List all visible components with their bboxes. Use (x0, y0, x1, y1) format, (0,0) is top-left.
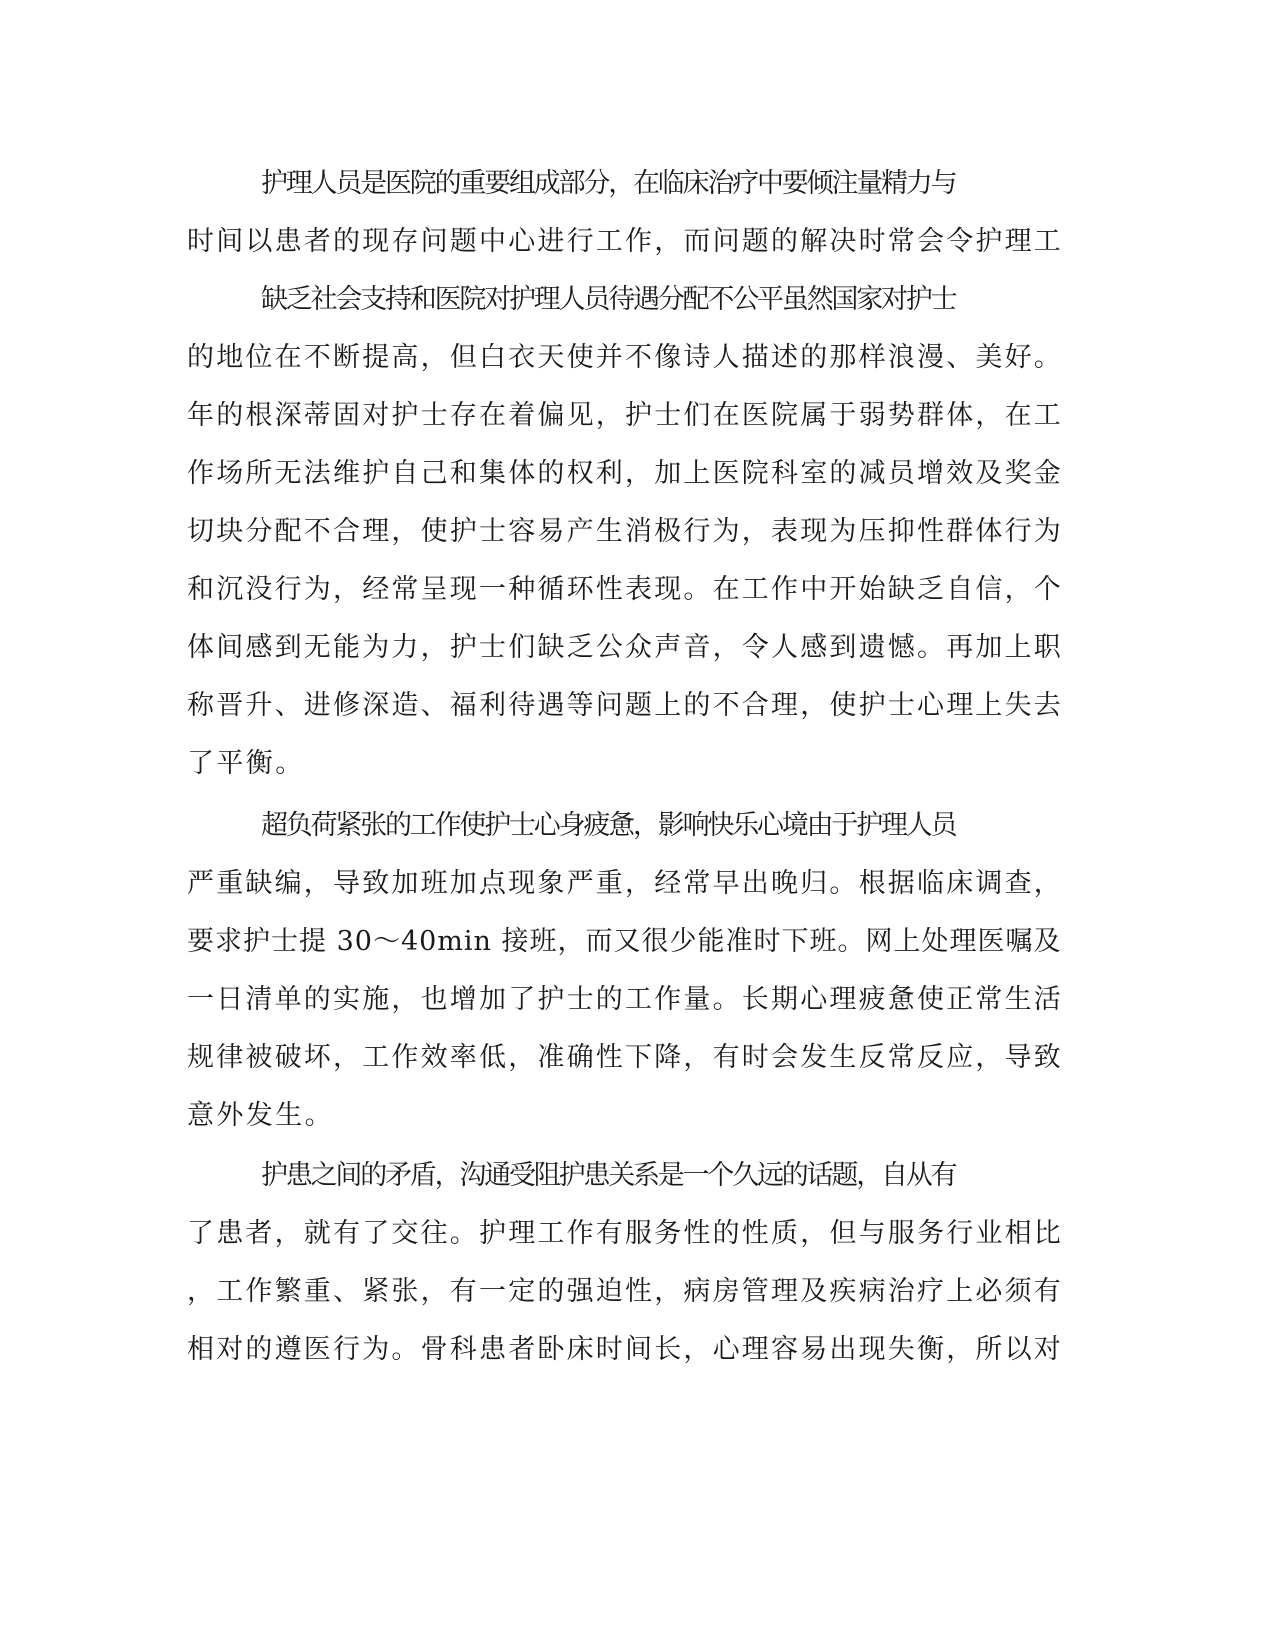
text-line: 年的根深蒂固对护士存在着偏见，护士们在医院属于弱势群体，在工 (187, 400, 1063, 431)
text-line: 切块分配不合理，使护士容易产生消极行为，表现为压抑性群体行为 (187, 516, 1063, 547)
text-line: 的地位在不断提高，但白衣天使并不像诗人描述的那样浪漫、美好。 (187, 342, 1063, 373)
text-line: 缺乏社会支持和医院对护理人员待遇分配不公平虽然国家对护士 (261, 284, 956, 315)
text-line: 护理人员是医院的重要组成部分，在临床治疗中要倾注量精力与 (261, 168, 956, 199)
text-line: 体间感到无能为力，护士们缺乏公众声音，令人感到遗憾。再加上职 (187, 632, 1063, 663)
text-line: 作场所无法维护自己和集体的权利，加上医院科室的减员增效及奖金 (187, 458, 1063, 489)
text-line: 规律被破坏，工作效率低，准确性下降，有时会发生反常反应，导致 (187, 1042, 1063, 1073)
text-line: 相对的遵医行为。骨科患者卧床时间长，心理容易出现失衡，所以对 (187, 1334, 1063, 1365)
text-line: 一日清单的实施，也增加了护士的工作量。长期心理疲惫使正常生活 (187, 984, 1063, 1015)
text-line: 了平衡。 (187, 748, 305, 779)
text-line: 意外发生。 (187, 1100, 334, 1131)
text-line: ，工作繁重、紧张，有一定的强迫性，病房管理及疾病治疗上必须有 (187, 1276, 1063, 1307)
text-line: 了患者，就有了交往。护理工作有服务性的性质，但与服务行业相比 (187, 1218, 1063, 1249)
text-line: 超负荷紧张的工作使护士心身疲惫，影响快乐心境由于护理人员 (261, 810, 956, 841)
text-line: 护患之间的矛盾，沟通受阻护患关系是一个久远的话题，自从有 (261, 1160, 956, 1191)
text-line: 要求护士提 30～40min 接班，而又很少能准时下班。网上处理医嘱及 (187, 926, 1062, 957)
text-line: 时间以患者的现存问题中心进行工作，而问题的解决时常会令护理工 (187, 226, 1063, 257)
text-line: 和沉没行为，经常呈现一种循环性表现。在工作中开始缺乏自信，个 (187, 574, 1063, 605)
text-line: 严重缺编，导致加班加点现象严重，经常早出晚归。根据临床调查， (187, 868, 1063, 899)
text-line: 称晋升、进修深造、福利待遇等问题上的不合理，使护士心理上失去 (187, 690, 1063, 721)
